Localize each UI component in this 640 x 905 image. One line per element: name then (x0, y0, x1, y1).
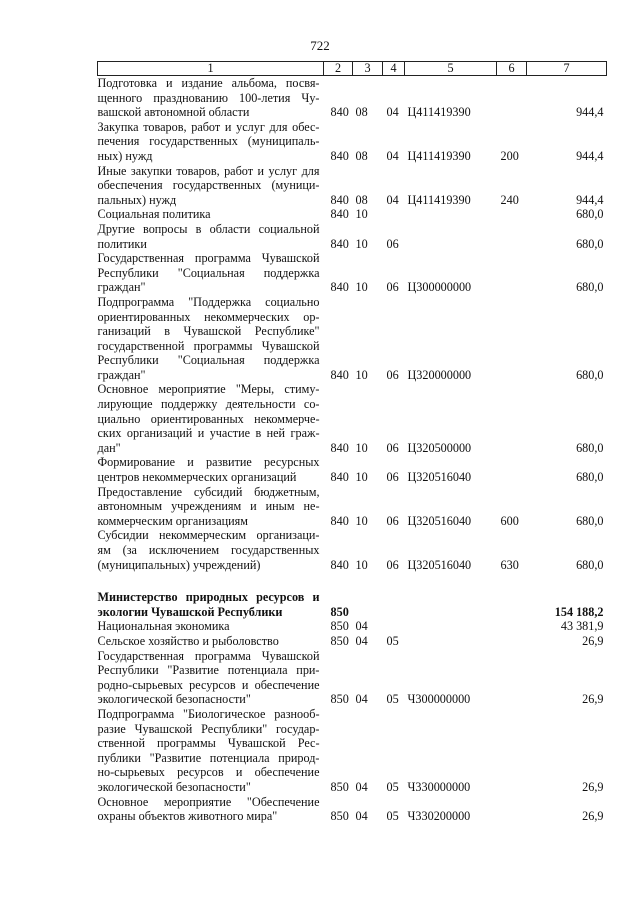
code-target (405, 619, 497, 634)
header-cell-3: 3 (353, 62, 383, 76)
amount: 680,0 (576, 207, 604, 222)
code-target: Ц411419390 (407, 148, 471, 163)
description-line: Предоставление субсидий бюджетным, (97, 484, 320, 499)
code-target: Ч330000000 (407, 779, 471, 794)
description-line: ственной программы Чувашской Рес- (97, 736, 320, 751)
code-expense-type (497, 222, 527, 251)
code-subsection: 04 (386, 192, 399, 207)
amount: 944,4 (576, 148, 604, 163)
row-description (98, 485, 324, 529)
spacer-cell (324, 572, 353, 590)
description-line: автономным учреждениям и иным не- (97, 499, 320, 514)
code-ministry: 850 (330, 604, 349, 619)
description-line: вашской автономной области (97, 105, 250, 120)
code-target (405, 634, 497, 649)
code-ministry: 840 (330, 280, 349, 295)
description-line: политики (97, 236, 147, 251)
code-target: Ч330200000 (407, 809, 471, 824)
code-target (405, 222, 497, 251)
description-line: обеспечения государственных (муници- (97, 178, 320, 193)
code-expense-type: 240 (500, 192, 519, 207)
code-ministry: 840 (330, 207, 349, 222)
table-row (98, 649, 607, 707)
code-ministry: 850 (330, 692, 349, 707)
spacer-cell (497, 572, 527, 590)
header-cell-2: 2 (324, 62, 353, 76)
amount: 680,0 (576, 367, 604, 382)
code-subsection: 06 (386, 470, 399, 485)
amount: 944,4 (576, 192, 604, 207)
code-target (405, 207, 497, 222)
code-target: Ц320000000 (407, 367, 472, 382)
description-line: печения государственных (муниципаль- (97, 134, 320, 149)
row-description (98, 707, 324, 795)
description-line: Подпрограмма "Биологическое разнооб- (97, 706, 320, 721)
code-subsection: 04 (386, 148, 399, 163)
spacer-cell (98, 572, 324, 590)
description-line: ям (за исключением государственных (97, 543, 320, 557)
code-section: 10 (355, 440, 368, 455)
amount: 26,9 (582, 809, 604, 824)
description-line: циально ориентированных некоммерче- (97, 411, 320, 426)
code-ministry: 840 (330, 105, 349, 120)
table-body (98, 62, 607, 824)
code-target: Ц411419390 (407, 192, 471, 207)
row-description (98, 795, 324, 824)
code-expense-type (497, 251, 527, 295)
amount: 680,0 (576, 440, 604, 455)
table-row (98, 485, 607, 529)
code-subsection: 06 (386, 280, 399, 295)
header-cell-7: 7 (527, 62, 607, 76)
row-description (98, 619, 324, 634)
table-row (98, 455, 607, 484)
description-line: Государственная программа Чувашской (97, 251, 320, 266)
code-section: 10 (355, 557, 368, 572)
table-row (98, 382, 607, 455)
row-description (98, 590, 324, 619)
header-cell-5: 5 (405, 62, 497, 76)
table-header-row (98, 62, 607, 76)
spacer-row (98, 572, 607, 590)
description-line: Основное мероприятие "Меры, стиму- (97, 382, 320, 397)
header-cell-6: 6 (497, 62, 527, 76)
code-expense-type (497, 76, 527, 120)
code-ministry: 840 (330, 192, 349, 207)
amount: 680,0 (576, 280, 604, 295)
table-row (98, 120, 607, 164)
description-line: Министерство природных ресурсов и (97, 590, 320, 605)
description-line: Закупка товаров, работ и услуг для обес- (97, 119, 320, 134)
code-expense-type (497, 649, 527, 707)
code-target: Ц320500000 (407, 440, 472, 455)
code-target (405, 590, 497, 619)
description-line: Подпрограмма "Поддержка социально (97, 294, 320, 309)
code-section: 10 (355, 280, 368, 295)
code-ministry: 840 (330, 513, 349, 528)
table-row (98, 590, 607, 619)
description-line: экологической безопасности" (97, 779, 251, 794)
description-line: ных) нужд (97, 148, 153, 163)
description-line: (муниципальных) учреждений) (97, 557, 261, 572)
code-ministry: 840 (330, 236, 349, 251)
code-expense-type: 600 (500, 513, 519, 528)
code-section: 10 (355, 470, 368, 485)
row-description (98, 634, 324, 649)
code-expense-type: 200 (500, 148, 519, 163)
code-ministry: 840 (330, 470, 349, 485)
code-section: 08 (355, 105, 368, 120)
description-line: публики "Развитие потенциала природ- (97, 750, 320, 765)
amount: 680,0 (576, 236, 604, 251)
code-subsection: 05 (386, 633, 399, 648)
code-subsection: 06 (386, 440, 399, 455)
table-row (98, 207, 607, 222)
row-description (98, 251, 324, 295)
description-line: Социальная политика (97, 207, 211, 222)
row-description (98, 295, 324, 383)
code-section: 04 (355, 779, 368, 794)
description-line: центров некоммерческих организаций (97, 470, 297, 485)
spacer-cell (383, 572, 405, 590)
code-ministry: 850 (330, 809, 349, 824)
description-line: Сельское хозяйство и рыболовство (97, 633, 279, 648)
description-line: граждан" (97, 280, 146, 295)
table-row (98, 707, 607, 795)
description-line: государственной программы Чувашской (97, 338, 320, 353)
code-section: 10 (355, 513, 368, 528)
amount: 26,9 (582, 692, 604, 707)
code-expense-type (497, 295, 527, 383)
code-ministry: 840 (330, 557, 349, 572)
description-line: родно-сырьевых ресурсов и обеспечение (97, 677, 320, 692)
code-target: Ц411419390 (407, 105, 471, 120)
code-ministry: 840 (330, 367, 349, 382)
description-line: Республики "Социальная поддержка (97, 265, 320, 280)
description-line: пальных) нужд (97, 192, 177, 207)
code-subsection: 05 (386, 692, 399, 707)
code-subsection (383, 619, 405, 634)
code-subsection: 06 (386, 513, 399, 528)
code-section: 08 (355, 192, 368, 207)
amount: 154 188,2 (554, 604, 604, 619)
code-section: 04 (355, 809, 368, 824)
code-section: 10 (355, 236, 368, 251)
code-target: Ц320516040 (407, 557, 472, 572)
amount: 680,0 (576, 513, 604, 528)
code-target: Ц300000000 (407, 280, 472, 295)
row-description (98, 455, 324, 484)
description-line: граждан" (97, 367, 146, 382)
code-section: 10 (355, 207, 368, 222)
row-description (98, 207, 324, 222)
amount: 944,4 (576, 105, 604, 120)
table-row (98, 295, 607, 383)
amount: 26,9 (582, 633, 604, 648)
code-section: 04 (355, 619, 368, 634)
code-subsection: 05 (386, 779, 399, 794)
table-row (98, 251, 607, 295)
description-line: Формирование и развитие ресурсных (97, 455, 320, 470)
amount: 680,0 (576, 470, 604, 485)
description-line: Иные закупки товаров, работ и услуг для (97, 163, 320, 178)
description-line: Подготовка и издание альбома, посвя- (97, 76, 320, 90)
code-expense-type (497, 634, 527, 649)
code-subsection: 04 (386, 105, 399, 120)
code-expense-type (497, 455, 527, 484)
description-line: лирующие поддержку деятельности со- (97, 397, 320, 412)
description-line: Республики "Социальная поддержка (97, 353, 320, 368)
description-line: экологии Чувашской Республики (97, 604, 283, 619)
description-line: Национальная экономика (97, 619, 230, 634)
row-description (98, 164, 324, 208)
code-target: Ц320516040 (407, 513, 472, 528)
code-target: Ч300000000 (407, 692, 471, 707)
table-row (98, 634, 607, 649)
page-number: 722 (310, 38, 330, 53)
description-line: экологической безопасности" (97, 692, 251, 707)
code-ministry: 840 (330, 148, 349, 163)
description-line: Основное мероприятие "Обеспечение (97, 794, 320, 809)
description-line: Субсидии некоммерческим организаци- (97, 528, 320, 543)
description-line: охраны объектов животного мира" (97, 809, 278, 824)
spacer-cell (405, 572, 497, 590)
header-cell-1: 1 (98, 62, 324, 76)
description-line: Республики "Развитие потенциала при- (97, 663, 320, 678)
row-description (98, 222, 324, 251)
description-line: Другие вопросы в области социальной (97, 221, 320, 236)
code-expense-type (497, 795, 527, 824)
code-subsection: 05 (386, 809, 399, 824)
spacer-cell (353, 572, 383, 590)
description-line: щенного празднованию 100-летия Чу- (97, 90, 320, 105)
code-subsection: 06 (386, 367, 399, 382)
description-line: ганизаций в Чувашской Республике" (97, 324, 320, 339)
code-expense-type (497, 590, 527, 619)
description-line: ориентированных некоммерческих ор- (97, 309, 320, 324)
row-description (98, 382, 324, 455)
budget-table (97, 61, 607, 824)
code-expense-type: 630 (500, 557, 519, 572)
code-expense-type (497, 207, 527, 222)
code-subsection: 06 (386, 236, 399, 251)
header-cell-4: 4 (383, 62, 405, 76)
row-description (98, 528, 324, 572)
code-section: 04 (355, 692, 368, 707)
description-line: дан" (97, 440, 121, 455)
code-expense-type (497, 382, 527, 455)
amount: 26,9 (582, 779, 604, 794)
description-line: Государственная программа Чувашской (97, 648, 320, 663)
table-row (98, 164, 607, 208)
table-row (98, 795, 607, 824)
row-description (98, 76, 324, 120)
table-row (98, 76, 607, 120)
description-line: разие Чувашской Республики" государ- (97, 721, 320, 736)
amount: 680,0 (576, 557, 604, 572)
code-subsection (383, 590, 405, 619)
code-expense-type (497, 619, 527, 634)
table-row (98, 528, 607, 572)
code-ministry: 850 (330, 779, 349, 794)
description-line: ских организаций и участие в ней граж- (97, 426, 320, 441)
spacer-cell (527, 572, 607, 590)
code-subsection: 06 (386, 557, 399, 572)
table-row (98, 619, 607, 634)
code-section (353, 590, 383, 619)
row-description (98, 120, 324, 164)
code-expense-type (497, 707, 527, 795)
code-ministry: 850 (330, 619, 349, 634)
code-section: 08 (355, 148, 368, 163)
description-line: коммерческим организациям (97, 513, 248, 528)
code-section: 04 (355, 633, 368, 648)
table-row (98, 222, 607, 251)
amount: 43 381,9 (560, 619, 604, 634)
code-subsection (383, 207, 405, 222)
code-section: 10 (355, 367, 368, 382)
code-ministry: 850 (330, 633, 349, 648)
code-target: Ц320516040 (407, 470, 472, 485)
description-line: но-сырьевых ресурсов и обеспечение (97, 765, 320, 780)
code-ministry: 840 (330, 440, 349, 455)
row-description (98, 649, 324, 707)
